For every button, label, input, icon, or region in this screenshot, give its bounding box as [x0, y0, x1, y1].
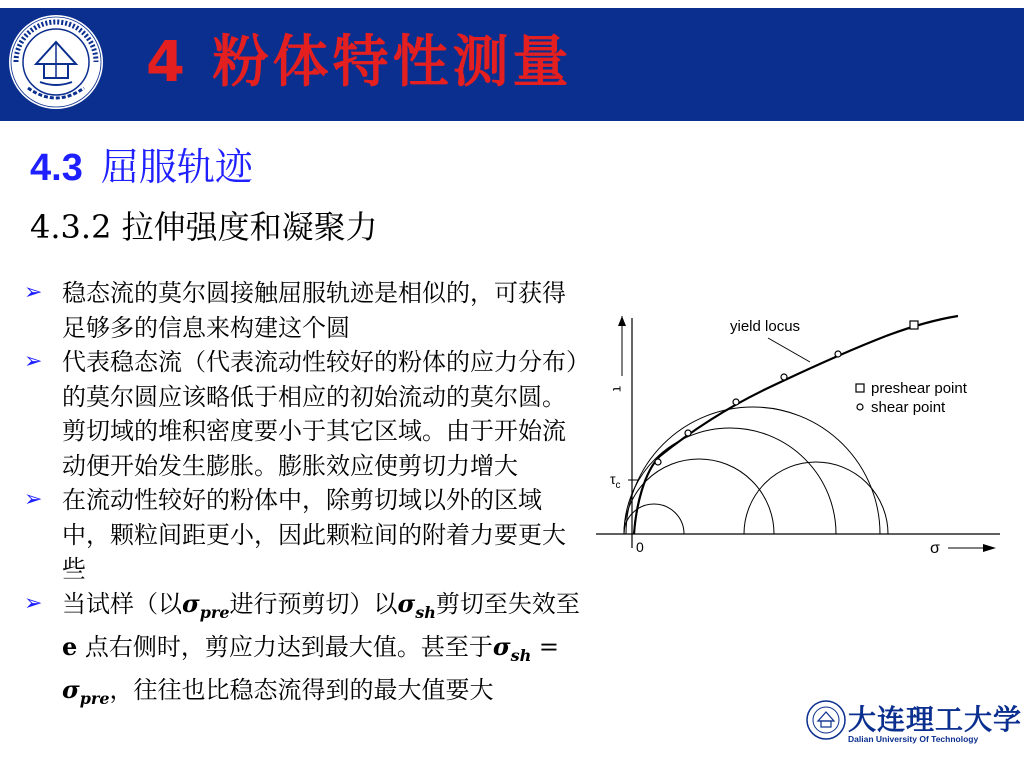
sigma-symbol: σ	[62, 675, 80, 705]
subscript-sh: sh	[510, 645, 532, 665]
bullet-item	[24, 276, 584, 345]
shear-point	[733, 399, 739, 405]
yield-locus-leader	[768, 338, 810, 362]
bullet-arrow-icon: ➢	[24, 487, 43, 512]
shear-point	[835, 351, 841, 357]
sigma-symbol: σ	[182, 588, 200, 618]
yield-locus-label: yield locus	[730, 318, 801, 335]
section-title-text: 屈服轨迹	[100, 145, 253, 189]
yield-locus-diagram	[588, 296, 1008, 586]
bullet-arrow-icon: ➢	[24, 590, 43, 616]
y-axis-label: τ	[610, 386, 626, 392]
section-title	[30, 136, 253, 191]
x-axis-label: σ	[930, 540, 940, 557]
university-logo	[6, 12, 106, 112]
legend-shear-icon	[857, 404, 863, 410]
bullet-item	[24, 483, 584, 587]
mohr-circle-2	[624, 459, 774, 534]
bullet-text: 稳态流的莫尔圆接触屈服轨迹是相似的，可获得足够多的信息来构建这个圆	[62, 279, 566, 342]
y-axis-arrowhead	[618, 316, 626, 326]
chapter-title: 4 粉体特性测量	[146, 30, 573, 95]
bullet-arrow-icon: ➢	[24, 280, 43, 305]
bullet-text-part: 当试样（以	[62, 589, 182, 618]
mohr-circle-1	[624, 504, 684, 534]
bullet-text: 在流动性较好的粉体中，除剪切域以外的区域中，颗粒间距更小，因此颗粒间的附着力要更大些	[62, 486, 566, 583]
footer-university-cn: 大连理工大学	[848, 703, 1023, 736]
legend-preshear-icon	[856, 384, 864, 392]
bullet-text: 代表稳态流（代表流动性较好的粉体的应力分布）的莫尔圆应该略低于相应的初始流动的莫尔圆。剪切域的堆积密度要小于其它区域。由于开始流动便开始发生膨胀。膨胀效应使剪切力增大	[62, 348, 578, 480]
sigma-symbol: σ	[492, 631, 511, 661]
footer-university-en: Dalian University Of Technology	[848, 734, 979, 744]
equals-sign: =	[531, 632, 560, 661]
university-seal-icon	[806, 700, 846, 740]
point-e: e	[62, 631, 78, 661]
bullet-text-part: 点右侧时，剪应力达到最大值。甚至于	[77, 632, 493, 661]
header-divider	[0, 118, 1024, 121]
subscript-pre: pre	[79, 688, 110, 708]
slide-header	[0, 0, 1024, 118]
subsection-title: 4.3.2 拉伸强度和凝聚力	[30, 208, 378, 246]
bullet-list	[24, 276, 584, 716]
x-axis-arrowhead	[983, 544, 996, 552]
section-number: 4.3	[30, 147, 83, 189]
bullet-arrow-icon: ➢	[24, 349, 43, 374]
bullet-text-part: ，往往也比稳态流得到的最大值要大	[109, 676, 494, 705]
bullet-item	[24, 345, 584, 483]
subscript-sh: sh	[415, 602, 436, 622]
legend-shear-label: shear point	[871, 399, 946, 416]
preshear-point	[910, 321, 918, 329]
shear-point	[781, 374, 787, 380]
mohr-circle-4	[626, 407, 880, 534]
bullet-text-part: 剪切至失效至	[435, 589, 580, 618]
shear-point	[655, 459, 661, 465]
bullet-text-part: 进行预剪切）以	[229, 589, 398, 618]
sigma-symbol: σ	[397, 588, 416, 618]
origin-label: 0	[636, 539, 644, 555]
yield-locus-curve	[634, 316, 958, 534]
subscript-pre: pre	[199, 602, 230, 622]
footer-logo	[806, 696, 1023, 752]
shear-point	[685, 430, 691, 436]
tau-c-label: $\tau_c$	[610, 471, 621, 491]
bullet-item	[24, 587, 584, 717]
mohr-circle-3	[624, 428, 836, 534]
legend-preshear-label: preshear point	[871, 380, 967, 397]
